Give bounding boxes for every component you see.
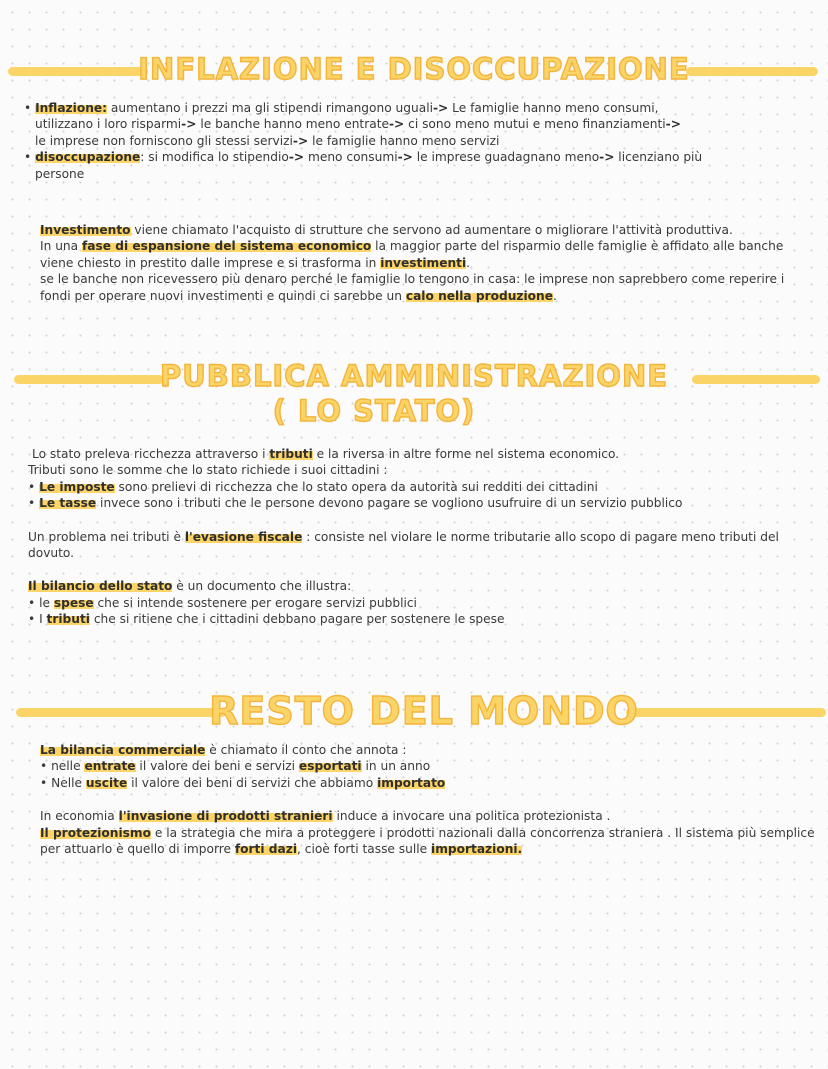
bullet-tributi: • I tributi che si ritiene che i cittadini debbano pagare per sostenere le spese xyxy=(28,612,505,627)
paragraph: se le banche non ricevessero più denaro perché le famiglie lo tengono in casa: le imprese non saprebbero come reperire i fondi per operare nuovi investimenti e quindi ci sarebbe un calo nella produzione. xyxy=(40,272,785,303)
paragraph: Un problema nei tributi è l'evasione fiscale : consiste nel violare le norme tributarie allo scopo di pagare meno tributi del dovuto. xyxy=(28,529,779,561)
section-title: INFLAZIONE E DISOCCUPAZIONE xyxy=(138,52,690,86)
inflazione-text xyxy=(24,100,814,182)
paragraph: Tributi sono le somme che lo stato richiede i suoi cittadini : xyxy=(28,463,388,478)
section-header-pubblica xyxy=(0,356,828,428)
section-header-inflazione xyxy=(0,50,828,90)
bullet-entrate: • nelle entrate il valore dei beni e servizi esportati in un anno xyxy=(40,759,431,774)
text-line: le imprese non forniscono gli stessi servizi-> le famiglie hanno meno servizi xyxy=(35,133,500,148)
paragraph: Lo stato preleva ricchezza attraverso i tributi e la riversa in altre forme nel sistema economico. xyxy=(32,447,620,461)
section-header-resto xyxy=(0,688,828,734)
paragraph: Il protezionismo e la strategia che mira a proteggere i prodotti nazionali dalla concorrenza straniera . Il sistema più semplice per attuarlo è quello di imporre forti dazi, cioè forti tasse sulle importazioni. xyxy=(40,825,815,857)
paragraph: Investimento viene chiamato l'acquisto di strutture che servono ad aumentare o migliorare l'attività produttiva. xyxy=(40,223,733,237)
bullet-uscite: • Nelle uscite il valore dei beni di servizi che abbiamo importato xyxy=(40,775,446,790)
section-title-line1: PUBBLICA AMMINISTRAZIONE xyxy=(159,359,669,393)
paragraph: In una fase di espansione del sistema economico la maggior parte del risparmio delle famiglie è affidato alle banche viene chiesto in prestito dalle imprese e si trasforma in investimenti. xyxy=(40,239,784,270)
stato-text xyxy=(28,446,818,628)
bullet-tasse: • Le tasse invece sono i tributi che le persone devono pagare se vogliono usufruire di un servizio pubblico xyxy=(28,496,683,511)
text-line: utilizzano i loro risparmi-> le banche hanno meno entrate-> ci sono meno mutui e meno finanziamenti-> xyxy=(35,117,681,132)
resto-text xyxy=(40,742,818,857)
bullet-spese: • le spese che si intende sostenere per erogare servizi pubblici xyxy=(28,595,417,610)
bullet-imposte: • Le imposte sono prelievi di ricchezza che lo stato opera da autorità sui redditi dei cittadini xyxy=(28,479,598,494)
bullet-disoccupazione: • disoccupazione: si modifica lo stipendio-> meno consumi-> le imprese guadagnano meno-> licenziano più xyxy=(24,150,703,165)
paragraph: La bilancia commerciale è chiamato il conto che annota : xyxy=(40,743,407,757)
investimento-text xyxy=(40,222,818,304)
text-line: persone xyxy=(35,166,85,181)
section-title-line2: ( LO STATO) xyxy=(272,394,476,428)
section-title: RESTO DEL MONDO xyxy=(209,689,639,733)
bullet-inflazione: • Inflazione: aumentano i prezzi ma gli stipendi rimangono uguali-> Le famiglie hanno meno consumi, xyxy=(24,101,659,115)
paragraph: In economia l'invasione di prodotti stranieri induce a invocare una politica protezionista . xyxy=(40,809,611,824)
paragraph: Il bilancio dello stato è un documento che illustra: xyxy=(28,579,352,594)
